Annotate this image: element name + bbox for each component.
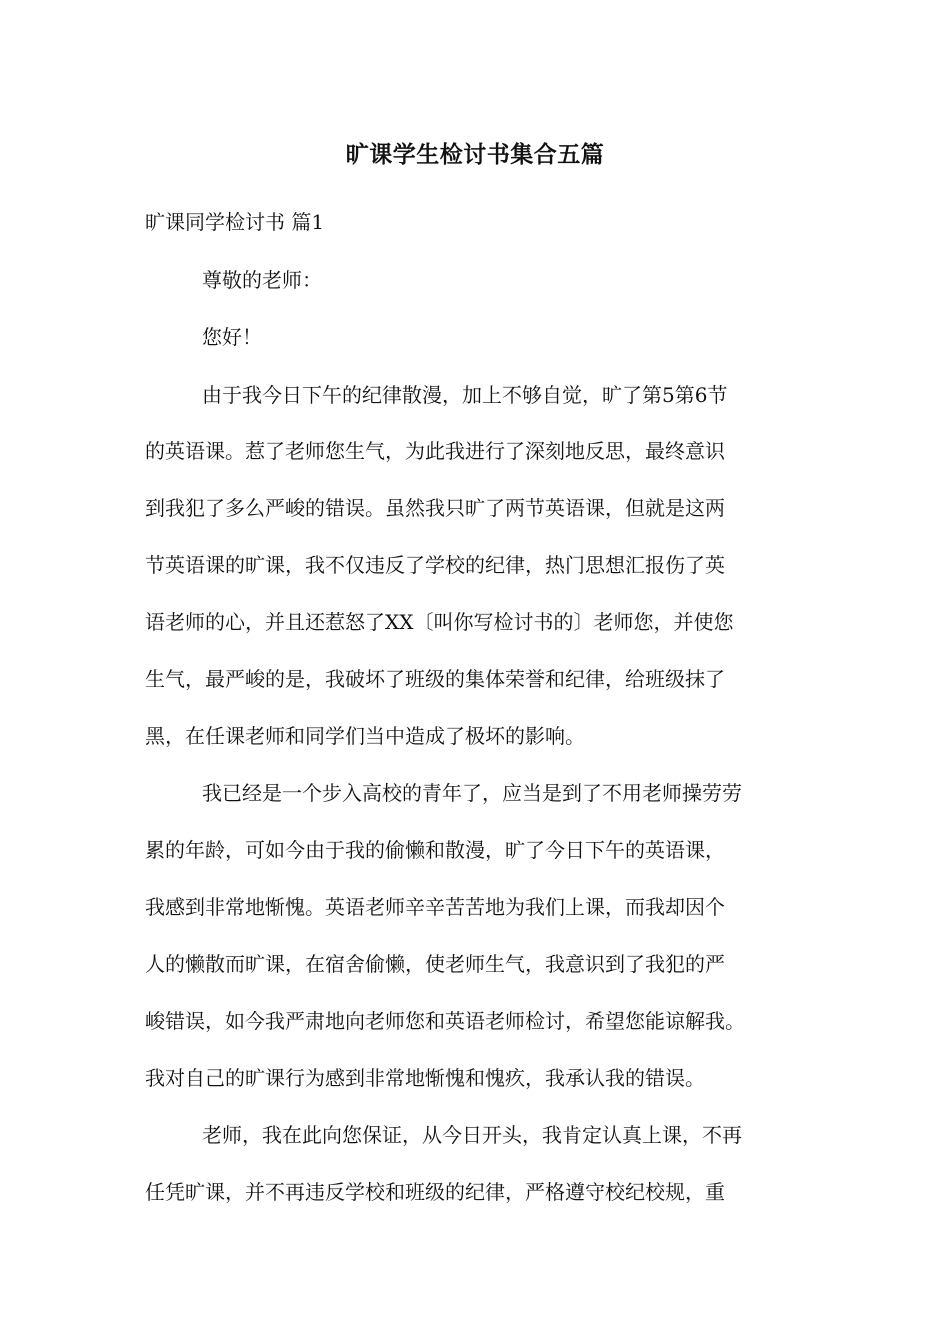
paragraph-2-line-2: 累的年龄，可如今由于我的偷懒和散漫，旷了今日下午的英语课， [145,838,725,862]
paragraph-2-line-6: 我对自己的旷课行为感到非常地惭愧和愧疚，我承认我的错误。 [145,1066,705,1090]
paragraph-2-line-4: 人的懒散而旷课，在宿舍偷懒，使老师生气，我意识到了我犯的严 [145,952,725,976]
paragraph-3-line-1: 老师，我在此向您保证，从今日开头，我肯定认真上课，不再 [202,1123,742,1147]
paragraph-2-line-1: 我已经是一个步入高校的青年了，应当是到了不用老师操劳劳 [202,781,742,805]
paragraph-1-line-7: 黑，在任课老师和同学们当中造成了极坏的影响。 [145,724,585,748]
section-heading: 旷课同学检讨书 篇1 [145,210,325,234]
salutation: 尊敬的老师： [202,268,322,292]
paragraph-1-line-3: 到我犯了多么严峻的错误。虽然我只旷了两节英语课，但就是这两 [145,496,725,520]
paragraph-1-line-6: 生气，最严峻的是，我破坏了班级的集体荣誉和纪律，给班级抹了 [145,667,725,691]
paragraph-2-line-5: 峻错误，如今我严肃地向老师您和英语老师检讨，希望您能谅解我。 [145,1009,745,1033]
paragraph-1-line-2: 的英语课。惹了老师您生气，为此我进行了深刻地反思，最终意识 [145,439,725,463]
paragraph-3-line-2: 任凭旷课，并不再违反学校和班级的纪律，严格遵守校纪校规，重 [145,1180,725,1204]
greeting: 您好！ [202,325,262,349]
paragraph-1-line-4: 节英语课的旷课，我不仅违反了学校的纪律，热门思想汇报伤了英 [145,553,725,577]
document-title: 旷课学生检讨书集合五篇 [345,141,605,168]
paragraph-1-line-5: 语老师的心，并且还惹怒了XX〔叫你写检讨书的〕老师您，并使您 [145,610,734,634]
paragraph-1-line-1: 由于我今日下午的纪律散漫，加上不够自觉，旷了第5第6节 [202,383,728,407]
paragraph-2-line-3: 我感到非常地惭愧。英语老师辛辛苦苦地为我们上课，而我却因个 [145,895,725,919]
